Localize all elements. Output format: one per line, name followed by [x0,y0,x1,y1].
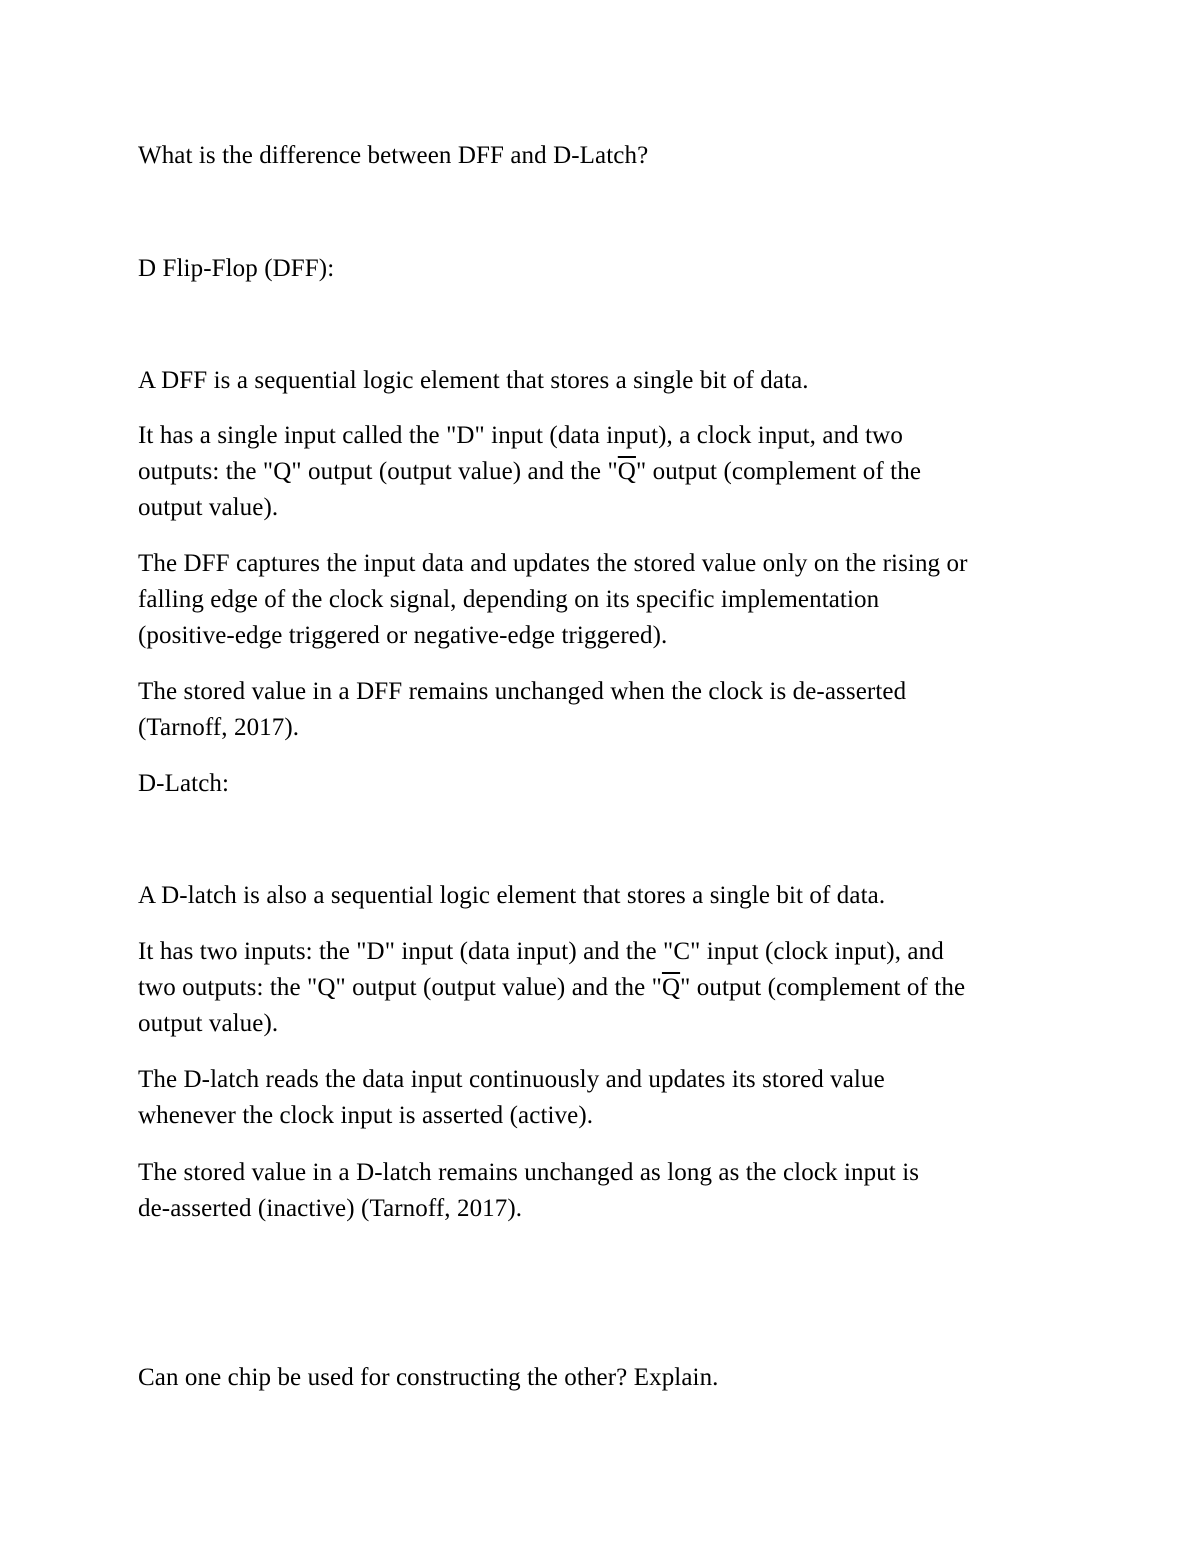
dlatch-paragraph-4-line-2: de-asserted (inactive) (Tarnoff, 2017). [138,1195,523,1222]
dff-paragraph-1: A DFF is a sequential logic element that stores a single bit of data. [138,367,809,394]
dff-paragraph-4-line-1: The stored value in a DFF remains unchanged when the clock is de-asserted [138,678,907,705]
dlatch-paragraph-4-line-1: The stored value in a D-latch remains unchanged as long as the clock input is [138,1159,920,1186]
question-2-heading: Can one chip be used for constructing the other? Explain. [138,1364,719,1391]
dlatch-paragraph-3-line-1: The D-latch reads the data input continuously and updates its stored value [138,1066,885,1093]
text-segment: two outputs: the "Q" output (output value) and the " [138,974,662,1001]
dff-section-heading: D Flip-Flop (DFF): [138,255,335,282]
dff-paragraph-3-line-2: falling edge of the clock signal, depending on its specific implementation [138,586,880,613]
dlatch-paragraph-2-line-1: It has two inputs: the "D" input (data input) and the "C" input (clock input), and [138,938,944,965]
question-heading: What is the difference between DFF and D-Latch? [138,142,649,169]
q-bar-symbol: $\overline{Q}$ [661,974,681,1001]
dlatch-paragraph-2-line-2 [138,970,965,1006]
dlatch-paragraph-1: A D-latch is also a sequential logic element that stores a single bit of data. [138,882,886,909]
dlatch-paragraph-3-line-2: whenever the clock input is asserted (active). [138,1102,594,1129]
dlatch-section-heading: D-Latch: [138,770,230,797]
dff-paragraph-2-line-3: output value). [138,494,279,521]
text-segment: outputs: the "Q" output (output value) and the " [138,458,618,485]
dff-paragraph-2-line-2 [138,454,921,490]
dff-paragraph-2-line-1: It has a single input called the "D" input (data input), a clock input, and two [138,422,903,449]
text-segment: " output (complement of the [680,974,966,1001]
text-segment: " output (complement of the [635,458,922,485]
dlatch-paragraph-2-line-3: output value). [138,1010,279,1037]
q-bar-symbol: $\overline{Q}$ [617,458,636,485]
dff-paragraph-3-line-1: The DFF captures the input data and updates the stored value only on the rising or [138,550,968,577]
dff-paragraph-3-line-3: (positive-edge triggered or negative-edge triggered). [138,622,668,649]
dff-paragraph-4-line-2: (Tarnoff, 2017). [138,714,300,741]
